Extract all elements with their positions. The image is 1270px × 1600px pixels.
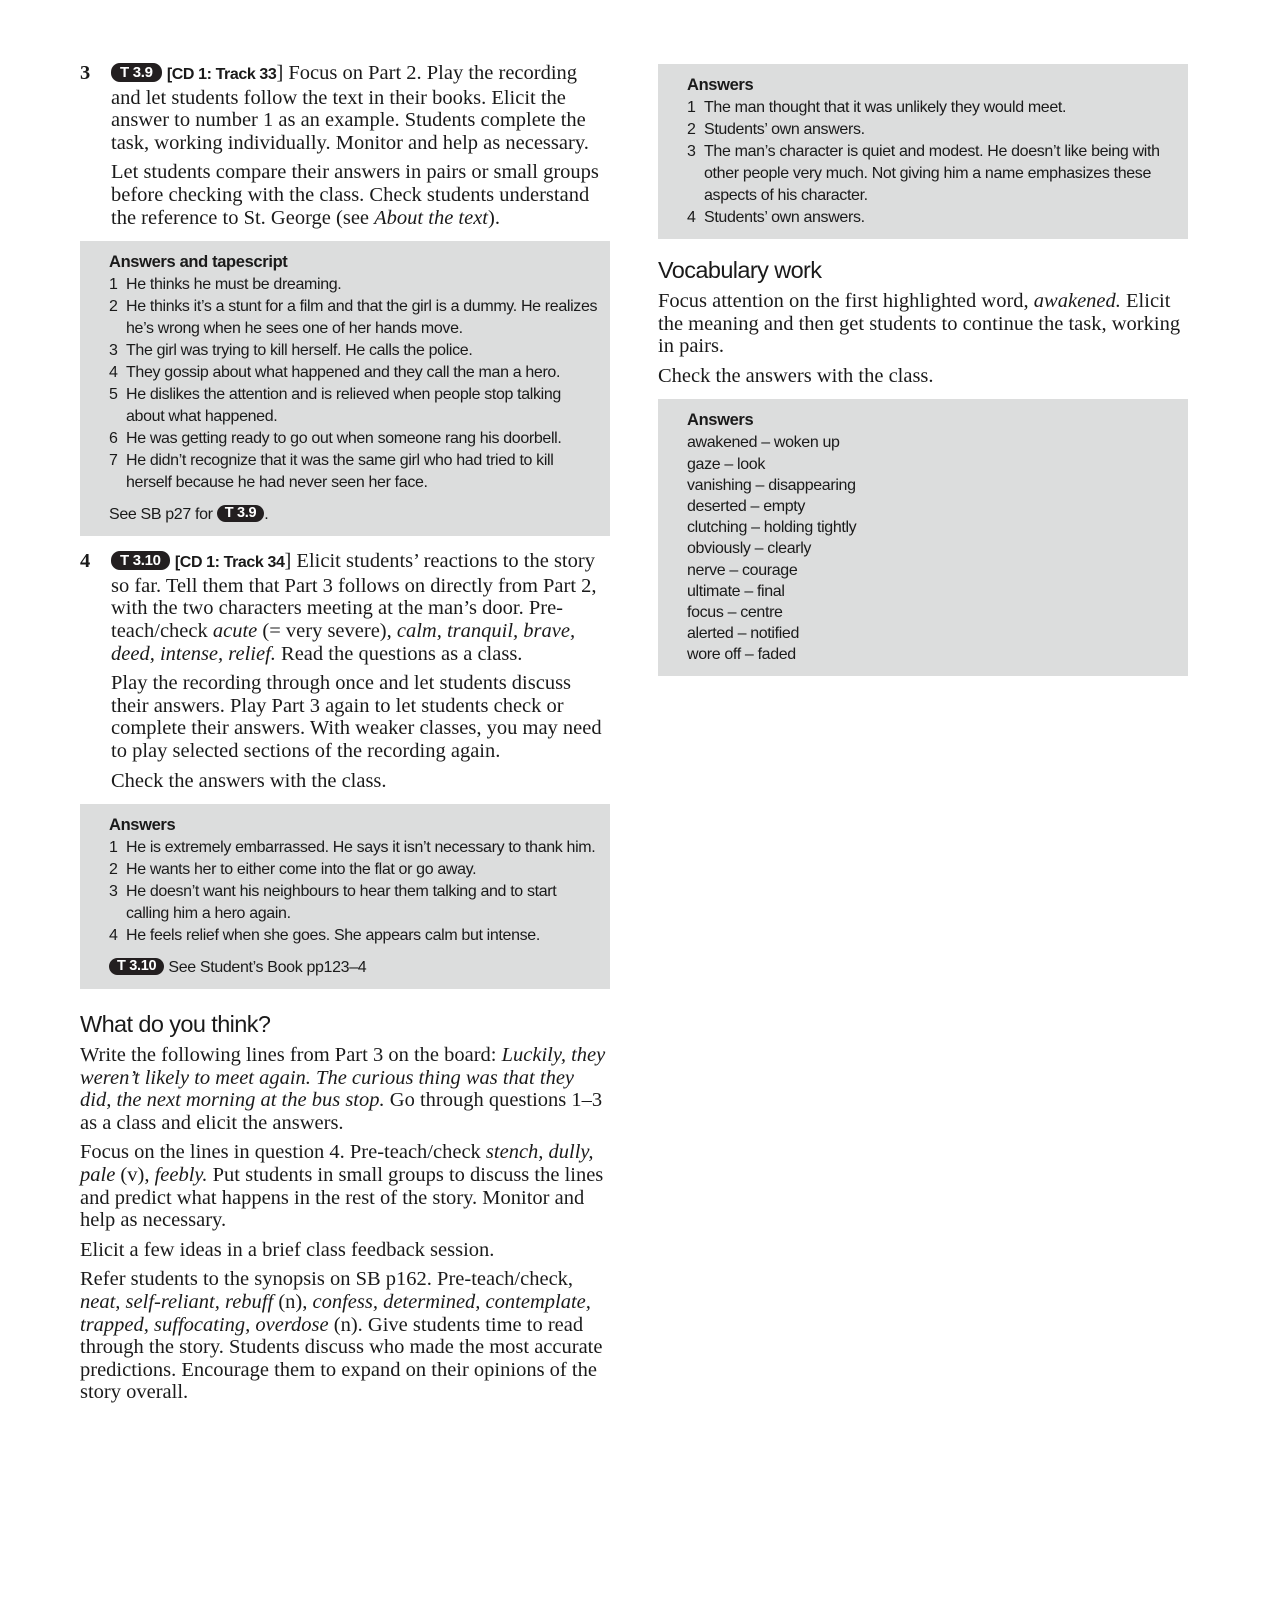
vocabulary-answer: obviously – clearly	[687, 540, 812, 558]
answer-number: 3	[109, 883, 118, 901]
answer-text: He thinks it’s a stunt for a film and that the girl is a dummy. He realizes he’s wrong when he sees one of her hands move.	[126, 298, 598, 338]
paragraph-text: Let students compare their answers in pairs or small groups before checking with the class. Check students understand the reference to St. George (see	[111, 161, 599, 229]
cd-track-label: [CD 1: Track 34	[174, 554, 285, 572]
answers-box-vocabulary	[658, 399, 1188, 675]
answer-number: 4	[687, 209, 696, 226]
answer-item	[687, 119, 1176, 141]
answer-text: He is extremely embarrassed. He says it isn’t necessary to thank him.	[126, 839, 596, 857]
emphasis-text: stench, dully, pale	[80, 1141, 594, 1187]
exercise-4	[80, 550, 610, 665]
box-footer	[109, 504, 598, 526]
answer-item	[109, 296, 598, 340]
exercise-text: (= very severe),	[257, 619, 397, 642]
vocabulary-answer: gaze – look	[687, 455, 765, 473]
paragraph-text: Write the following lines from Part 3 on the board:	[80, 1044, 502, 1067]
answer-text: He dislikes the attention and is relieved when people stop talking about what happened.	[126, 386, 561, 426]
answers-box-tapescript	[80, 241, 610, 536]
answer-text: He thinks he must be dreaming.	[126, 276, 342, 294]
answer-number: 1	[109, 839, 118, 857]
footer-text: .	[264, 506, 269, 524]
exercise-4-paragraph: Play the recording through once and let students discuss their answers. Play Part 3 again to let students check or complete their answers. With weaker classes, you may need to play selected sections of the recording again.	[111, 672, 602, 762]
answer-item	[109, 881, 598, 925]
answer-text: The girl was trying to kill herself. He calls the police.	[126, 342, 473, 360]
paragraph-text: (n),	[273, 1291, 313, 1314]
track-badge: T 3.10	[111, 551, 170, 570]
answer-text: He was getting ready to go out when someone rang his doorbell.	[126, 430, 562, 448]
vocabulary-answer: wore off – faded	[687, 646, 796, 664]
answer-item	[687, 141, 1176, 207]
answer-text: Students’ own answers.	[704, 121, 865, 138]
section-heading-vocabulary-work: Vocabulary work	[658, 257, 822, 283]
track-badge: T 3.9	[111, 63, 162, 82]
exercise-number: 3	[80, 62, 91, 84]
think-paragraph	[80, 1141, 610, 1231]
vocabulary-answer: vanishing – disappearing	[687, 476, 856, 494]
emphasis-text: About the text	[374, 206, 489, 229]
answer-number: 7	[109, 452, 118, 470]
right-column	[658, 64, 1188, 690]
track-badge: T 3.10	[109, 958, 164, 975]
emphasis-text: Luckily, they weren’t likely to meet again. The curious thing was that they did, the next morning at the bus stop.	[80, 1044, 606, 1112]
answer-item	[109, 837, 598, 859]
emphasis-text: acute	[212, 619, 258, 642]
answers-list	[687, 97, 1176, 229]
think-paragraph	[80, 1268, 610, 1404]
paragraph-text: (v),	[115, 1164, 155, 1187]
box-heading: Answers	[109, 816, 176, 835]
answers-list	[109, 837, 598, 947]
answer-text: The man thought that it was unlikely they would meet.	[704, 99, 1067, 116]
vocabulary-answer: awakened – woken up	[687, 434, 840, 452]
answer-item	[109, 859, 598, 881]
vocabulary-answer: deserted – empty	[687, 497, 806, 515]
answers-box-what-do-you-think	[658, 64, 1188, 239]
think-paragraph	[80, 1044, 610, 1134]
answer-text: Students’ own answers.	[704, 209, 865, 226]
answer-number: 2	[109, 861, 118, 879]
paragraph-text: Put students in small groups to discuss the lines and predict what happens in the rest of the story. Monitor and help as necessary.	[80, 1164, 604, 1232]
answer-text: He wants her to either come into the flat or go away.	[126, 861, 477, 879]
vocabulary-answer: focus – centre	[687, 604, 783, 621]
answer-item	[687, 97, 1176, 119]
footer-text: See SB p27 for	[109, 506, 217, 524]
vocabulary-answer: clutching – holding tightly	[687, 519, 857, 537]
exercise-4-paragraph: Check the answers with the class.	[111, 769, 387, 792]
answer-item	[109, 362, 598, 384]
answers-list	[109, 274, 598, 494]
answer-item	[109, 925, 598, 947]
answer-number: 5	[109, 386, 118, 404]
paragraph-text: Refer students to the synopsis on SB p162. Pre-teach/check,	[80, 1268, 574, 1291]
answer-number: 1	[109, 276, 118, 294]
answer-item	[109, 428, 598, 450]
answer-item	[109, 384, 598, 428]
paragraph-text: (n). Give students time to read through the story. Students discuss who made the most accurate predictions. Encourage them to expand on their opinions of the story overall.	[80, 1313, 603, 1404]
answer-item	[109, 450, 598, 494]
emphasis-text: awakened.	[1033, 290, 1121, 312]
answer-number: 3	[109, 342, 118, 360]
box-heading: Answers	[687, 411, 754, 430]
answer-number: 2	[109, 298, 118, 316]
track-badge: T 3.9	[217, 505, 265, 522]
vocabulary-answers-list	[687, 432, 1176, 665]
answer-item	[687, 207, 1176, 229]
answer-number: 1	[687, 99, 696, 116]
answer-number: 4	[109, 927, 118, 945]
emphasis-text: calm, tranquil, brave, deed, intense, relief.	[111, 619, 576, 665]
exercise-3	[80, 62, 610, 154]
exercise-3-paragraph	[111, 161, 610, 229]
answer-text: He didn’t recognize that it was the same girl who had tried to kill herself because he had never seen her face.	[126, 452, 554, 492]
footer-text: See Student’s Book pp123–4	[164, 959, 367, 977]
box-footer	[109, 957, 598, 979]
vocab-paragraph	[658, 290, 1188, 358]
answer-text: They gossip about what happened and they call the man a hero.	[126, 364, 561, 382]
vocabulary-answer: ultimate – final	[687, 582, 785, 600]
paragraph-text: Go through questions 1–3 as a class and elicit the answers.	[80, 1089, 603, 1134]
paragraph-text: Focus attention on the first highlighted word,	[658, 290, 1034, 312]
exercise-text: ] Elicit students’ reactions to the story so far. Tell them that Part 3 follows on directly from Part 2, with the two characters meeting at the man’s door. Pre-teach/check	[111, 550, 597, 642]
answer-item	[109, 340, 598, 362]
think-paragraph: Elicit a few ideas in a brief class feedback session.	[80, 1238, 495, 1261]
vocabulary-answer: alerted – notified	[687, 625, 800, 643]
answer-text: He doesn’t want his neighbours to hear them talking and to start calling him a hero again.	[126, 883, 557, 923]
emphasis-text: confess, determined, contemplate, trapped, suffocating, overdose	[80, 1291, 591, 1336]
box-heading: Answers	[687, 76, 754, 94]
answer-number: 6	[109, 430, 118, 448]
box-heading: Answers and tapescript	[109, 253, 288, 272]
answer-text: The man’s character is quiet and modest. He doesn’t like being with other people very much. Not giving him a name emphasizes these aspects of his character.	[704, 143, 1160, 204]
emphasis-text: feebly.	[154, 1164, 208, 1187]
vocab-paragraph: Check the answers with the class.	[658, 364, 934, 387]
exercise-text: ] Focus on Part 2. Play the recording and let students follow the text in their books. Elicit the answer to number 1 as an example. Students complete the task, working individually. Monitor and help as necessary.	[111, 62, 589, 154]
answer-text: He feels relief when she goes. She appears calm but intense.	[126, 927, 540, 945]
emphasis-text: neat, self-reliant, rebuff	[80, 1291, 274, 1314]
answer-number: 4	[109, 364, 118, 382]
answer-number: 3	[687, 143, 696, 160]
cd-track-label: [CD 1: Track 33	[166, 66, 277, 83]
paragraph-text: Focus on the lines in question 4. Pre-teach/check	[80, 1141, 486, 1164]
paragraph-text: Elicit the meaning and then get students to continue the task, working in pairs.	[658, 290, 1181, 358]
section-heading-what-do-you-think: What do you think?	[80, 1011, 271, 1038]
answers-box-exercise-4	[80, 804, 610, 989]
vocabulary-answer: nerve – courage	[687, 561, 798, 579]
exercise-number: 4	[80, 550, 91, 573]
paragraph-text: ).	[488, 206, 500, 229]
exercise-text: Read the questions as a class.	[275, 642, 523, 665]
left-column	[80, 62, 610, 1411]
answer-number: 2	[687, 121, 696, 138]
answer-item	[109, 274, 598, 296]
